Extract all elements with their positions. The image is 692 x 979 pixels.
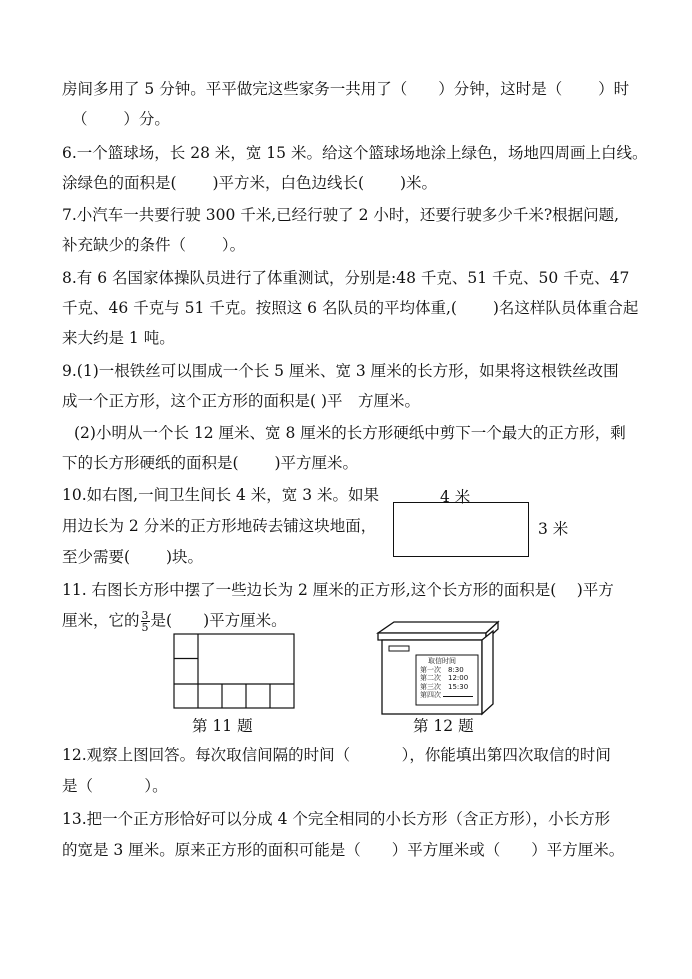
- question-9-line-1: 9.(1)一根铁丝可以围成一个长 5 厘米、宽 3 厘米的长方形，如果将这根铁丝改围: [62, 362, 619, 380]
- question-13-line-2: 的宽是 3 厘米。原来正方形的面积可能是（ ）平方厘米或（ ）平方厘米。: [62, 841, 625, 859]
- question-10-line-3: 至少需要( )块。: [62, 548, 204, 566]
- question-13-line-1: 13.把一个正方形恰好可以分成 4 个完全相同的小长方形（含正方形），小长方形: [62, 810, 611, 828]
- question-10-line-2: 用边长为 2 分米的正方形地砖去铺这块地面，: [62, 517, 377, 535]
- fraction-numerator: 3: [141, 609, 149, 622]
- figure-11-caption: 第 11 题: [192, 717, 253, 735]
- question-12-line-2: 是（ ）。: [62, 777, 168, 795]
- question-9-line-2: 成一个正方形，这个正方形的面积是( )平 方厘米。: [62, 392, 421, 410]
- question-9-part2-line-1: (2)小明从一个长 12 厘米、宽 8 厘米的长方形硬纸中剪下一个最大的正方形，剩: [74, 424, 626, 442]
- pickup-row-3: 第三次 15:30: [420, 682, 469, 691]
- question-12-line-1: 12.观察上图回答。每次取信间隔的时间（ ），你能填出第四次取信的时间: [62, 746, 611, 764]
- figure-11-drawing: [173, 633, 295, 709]
- figure-11-outer-rect: [174, 634, 294, 708]
- mailbox-slot: [389, 646, 409, 651]
- question-10-line-1: 10.如右图,一间卫生间长 4 米，宽 3 米。如果: [62, 486, 380, 504]
- question-7-line-1: 7.小汽车一共要行驶 300 千米,已经行驶了 2 小时，还要行驶多少千米?根据问题,: [62, 206, 620, 224]
- question-6-line-1: 6.一个篮球场，长 28 米，宽 15 米。给这个篮球场地涂上绿色，场地四周画上白线。: [62, 144, 648, 162]
- pickup-row-2: 第二次 12:00: [420, 674, 469, 683]
- question-11-text-a: 厘米，它的: [62, 611, 140, 630]
- figure-10-rectangle: [393, 502, 529, 557]
- question-8-line-3: 来大约是 1 吨。: [62, 329, 175, 347]
- line-continuation-2: （ ）分。: [72, 110, 170, 128]
- question-7-line-2: 补充缺少的条件（ ）。: [62, 236, 246, 254]
- pickup-row-4: [420, 691, 473, 700]
- question-6-line-2: 涂绿色的面积是( )平方米，白色边线长( )米。: [62, 174, 438, 192]
- mailbox-lid-front: [378, 633, 486, 640]
- question-11-line-2: [62, 610, 287, 633]
- fraction-three-fifths: [141, 610, 150, 633]
- question-8-line-2: 千克、46 千克与 51 千克。按照这 6 名队员的平均体重,( )名这样队员体重合起: [62, 299, 639, 317]
- question-11-line-1: 11. 右图长方形中摆了一些边长为 2 厘米的正方形,这个长方形的面积是( )平方: [62, 581, 614, 599]
- fraction-denominator: 5: [141, 621, 149, 634]
- pickup-schedule-title: 取信时间: [428, 657, 456, 665]
- pickup-row-4-blank: [443, 696, 473, 697]
- figure-10-length-label: 4 米: [440, 488, 471, 506]
- figure-12-caption: 第 12 题: [413, 717, 474, 735]
- mailbox-lid-top: [378, 622, 498, 633]
- question-8-line-1: 8.有 6 名国家体操队员进行了体重测试，分别是:48 千克、51 千克、50 千克、47: [62, 269, 630, 287]
- pickup-row-1: 第一次 8:30: [420, 665, 464, 674]
- mailbox-body-side: [482, 631, 493, 714]
- figure-10-width-label: 3 米: [538, 520, 569, 538]
- question-11-text-b: 是( )平方厘米。: [150, 611, 287, 630]
- line-continuation-1: 房间多用了 5 分钟。平平做完这些家务一共用了（ ）分钟，这时是（ ）时: [62, 80, 630, 98]
- pickup-schedule: [420, 657, 473, 700]
- question-9-part2-line-2: 下的长方形硬纸的面积是( )平方厘米。: [62, 454, 359, 472]
- pickup-row-4-label: 第四次: [420, 691, 441, 700]
